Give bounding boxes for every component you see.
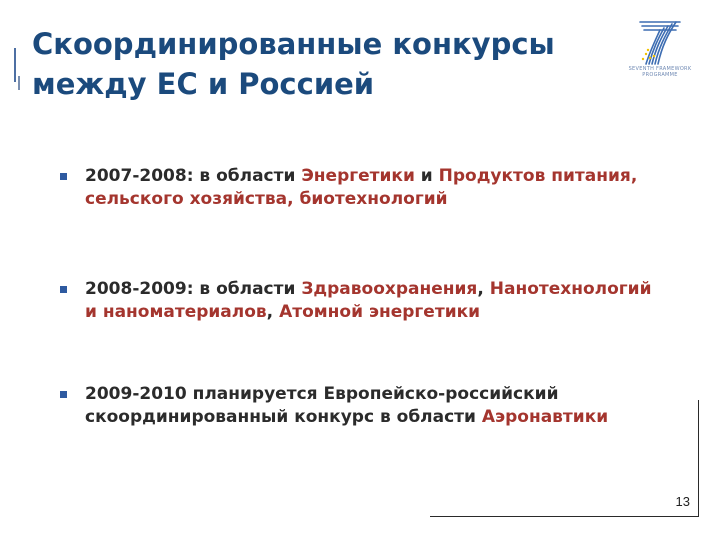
slide-title-line-2: между ЕС и Россией — [32, 67, 375, 101]
bullet-line-2 — [60, 188, 710, 211]
highlighted-term: Атомной энергетики — [279, 302, 481, 322]
bullet-marker — [60, 391, 67, 398]
bullet-item-2008-2009 — [60, 278, 710, 324]
bullet-text-run: 2009-2010 — [85, 384, 187, 404]
title-accent-rule-short — [18, 76, 20, 90]
bullet-line-1 — [60, 278, 710, 301]
frame-line-right — [698, 400, 699, 516]
highlighted-term: Аэронавтики — [481, 407, 609, 427]
bullet-text-run: 2007-2008 — [85, 166, 187, 186]
fp7-logo-caption-line-2: PROGRAMME — [642, 72, 678, 78]
bullet-text-run: 2008-2009 — [85, 279, 187, 299]
highlighted-term: Нанотехнологий — [489, 279, 652, 299]
bullet-item-2007-2008 — [60, 165, 710, 211]
bullet-item-2009-2010 — [60, 383, 710, 429]
title-accent-rule — [14, 48, 16, 82]
fp7-logo-caption-line-1: SEVENTH FRAMEWORK — [628, 66, 692, 72]
bullet-line-1 — [60, 383, 710, 406]
highlighted-term: Здравоохранения — [301, 279, 478, 299]
fp7-logo-caption — [624, 66, 696, 78]
highlighted-term: и наноматериалов — [85, 302, 267, 322]
bullet-text-run: : в области — [186, 279, 302, 299]
bullet-marker — [60, 286, 67, 293]
highlighted-term: сельского хозяйства, биотехнологий — [85, 189, 448, 209]
bullet-text-run: скоординированный конкурс в области — [85, 407, 482, 427]
slide-title-line-1: Скоординированные конкурсы — [32, 27, 555, 61]
frame-line-bottom — [430, 516, 699, 517]
bullet-text-run: планируется Европейско-российский — [186, 384, 559, 404]
bullet-marker — [60, 173, 67, 180]
page-number: 13 — [675, 494, 690, 509]
bullet-text-run: , — [266, 302, 280, 322]
bullet-text-run: : в области — [186, 166, 302, 186]
bullet-text-run: и — [414, 166, 439, 186]
bullet-line-1 — [60, 165, 710, 188]
bullet-line-2 — [60, 406, 710, 429]
bullet-text-run: , — [477, 279, 490, 299]
slide-title — [32, 24, 555, 104]
highlighted-term: Продуктов питания, — [438, 166, 638, 186]
highlighted-term: Энергетики — [301, 166, 415, 186]
bullet-line-2 — [60, 301, 710, 324]
